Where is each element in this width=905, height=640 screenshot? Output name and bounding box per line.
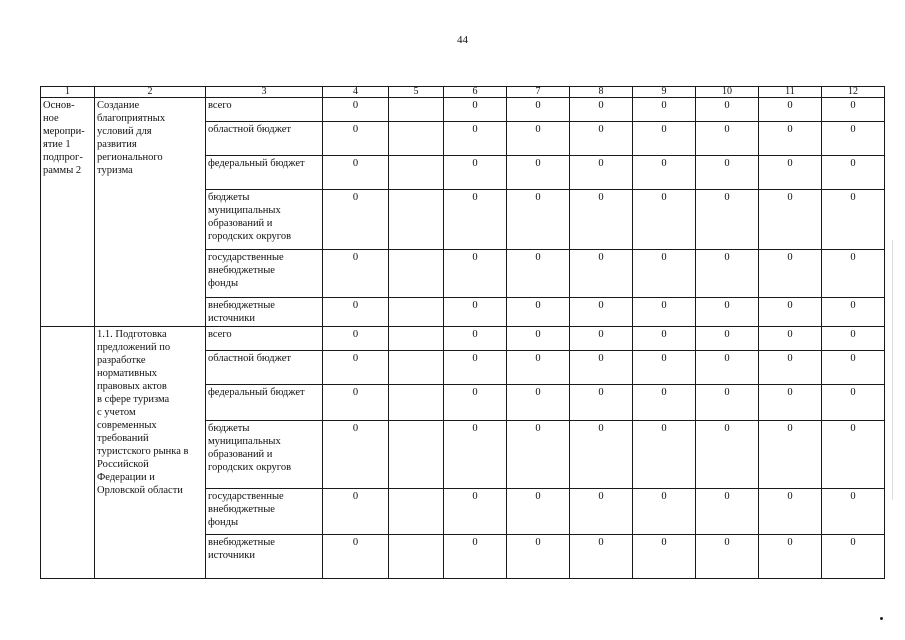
value-cell-col-8: 0	[570, 156, 633, 190]
value-cell-col-4: 0	[323, 190, 389, 250]
value-cell-col-9: 0	[633, 535, 696, 579]
value-cell-col-10: 0	[696, 489, 759, 535]
funding-source: всего	[206, 98, 323, 122]
header-cell-2: 2	[95, 87, 206, 98]
value-cell-col-4: 0	[323, 489, 389, 535]
value-cell-col-6: 0	[444, 351, 507, 385]
funding-source: внебюджетные источники	[206, 535, 323, 579]
value-cell-col-4: 0	[323, 421, 389, 489]
value-cell-col-9: 0	[633, 156, 696, 190]
value-cell-col-11: 0	[759, 535, 822, 579]
value-cell-col-8: 0	[570, 535, 633, 579]
value-cell-col-10: 0	[696, 122, 759, 156]
value-cell-col-7: 0	[507, 535, 570, 579]
value-cell-col-4: 0	[323, 122, 389, 156]
value-cell-col-9: 0	[633, 489, 696, 535]
funding-source: внебюджетные источники	[206, 298, 323, 327]
header-cell-11: 11	[759, 87, 822, 98]
budget-table	[40, 86, 885, 579]
value-cell-col-10: 0	[696, 421, 759, 489]
value-cell-col-11: 0	[759, 489, 822, 535]
value-cell-col-7: 0	[507, 298, 570, 327]
value-cell-col-10: 0	[696, 351, 759, 385]
funding-source: бюджеты муниципальных образований и городских округов	[206, 190, 323, 250]
value-cell-col-11: 0	[759, 298, 822, 327]
value-cell-col-8: 0	[570, 250, 633, 298]
value-cell-col-5	[389, 298, 444, 327]
funding-source: всего	[206, 327, 323, 351]
value-cell-col-8: 0	[570, 190, 633, 250]
value-cell-col-8: 0	[570, 98, 633, 122]
value-cell-col-5	[389, 122, 444, 156]
value-cell-col-12: 0	[822, 98, 885, 122]
value-cell-col-12: 0	[822, 385, 885, 421]
value-cell-col-5	[389, 351, 444, 385]
funding-source: бюджеты муниципальных образований и городских округов	[206, 421, 323, 489]
value-cell-col-8: 0	[570, 327, 633, 351]
header-cell-4: 4	[323, 87, 389, 98]
speck	[880, 617, 883, 620]
value-cell-col-12: 0	[822, 351, 885, 385]
value-cell-col-6: 0	[444, 122, 507, 156]
value-cell-col-12: 0	[822, 122, 885, 156]
header-cell-6: 6	[444, 87, 507, 98]
value-cell-col-11: 0	[759, 385, 822, 421]
value-cell-col-12: 0	[822, 421, 885, 489]
value-cell-col-6: 0	[444, 421, 507, 489]
value-cell-col-6: 0	[444, 156, 507, 190]
value-cell-col-8: 0	[570, 489, 633, 535]
value-cell-col-10: 0	[696, 250, 759, 298]
value-cell-col-5	[389, 98, 444, 122]
value-cell-col-10: 0	[696, 385, 759, 421]
value-cell-col-6: 0	[444, 385, 507, 421]
value-cell-col-6: 0	[444, 250, 507, 298]
value-cell-col-7: 0	[507, 421, 570, 489]
value-cell-col-12: 0	[822, 535, 885, 579]
value-cell-col-4: 0	[323, 535, 389, 579]
table-row	[41, 98, 885, 122]
value-cell-col-6: 0	[444, 298, 507, 327]
value-cell-col-8: 0	[570, 351, 633, 385]
value-cell-col-7: 0	[507, 98, 570, 122]
value-cell-col-10: 0	[696, 190, 759, 250]
group1-event-name: Создание благоприятных условий для развития регионального туризма	[95, 98, 206, 327]
value-cell-col-12: 0	[822, 156, 885, 190]
value-cell-col-11: 0	[759, 190, 822, 250]
value-cell-col-7: 0	[507, 489, 570, 535]
funding-source: государственные внебюджетные фонды	[206, 250, 323, 298]
value-cell-col-5	[389, 385, 444, 421]
value-cell-col-10: 0	[696, 156, 759, 190]
value-cell-col-4: 0	[323, 156, 389, 190]
group2-event-code	[41, 327, 95, 579]
page-number: 44	[457, 34, 468, 46]
value-cell-col-12: 0	[822, 489, 885, 535]
value-cell-col-7: 0	[507, 156, 570, 190]
value-cell-col-10: 0	[696, 327, 759, 351]
value-cell-col-10: 0	[696, 298, 759, 327]
table-row	[41, 327, 885, 351]
value-cell-col-6: 0	[444, 489, 507, 535]
value-cell-col-5	[389, 156, 444, 190]
value-cell-col-11: 0	[759, 250, 822, 298]
value-cell-col-5	[389, 250, 444, 298]
group2-event-name: 1.1. Подготовка предложений по разработке нормативных правовых актов в сфере туризма с учетом современных требований туристского рынка в Российской Федерации и Орловской области	[95, 327, 206, 579]
value-cell-col-9: 0	[633, 327, 696, 351]
header-row	[41, 87, 885, 98]
value-cell-col-9: 0	[633, 298, 696, 327]
value-cell-col-9: 0	[633, 351, 696, 385]
value-cell-col-11: 0	[759, 351, 822, 385]
value-cell-col-11: 0	[759, 98, 822, 122]
value-cell-col-8: 0	[570, 298, 633, 327]
value-cell-col-6: 0	[444, 535, 507, 579]
value-cell-col-12: 0	[822, 190, 885, 250]
value-cell-col-11: 0	[759, 156, 822, 190]
header-cell-1: 1	[41, 87, 95, 98]
value-cell-col-12: 0	[822, 327, 885, 351]
value-cell-col-6: 0	[444, 327, 507, 351]
value-cell-col-8: 0	[570, 421, 633, 489]
value-cell-col-11: 0	[759, 327, 822, 351]
funding-source: областной бюджет	[206, 122, 323, 156]
funding-source: государственные внебюджетные фонды	[206, 489, 323, 535]
value-cell-col-5	[389, 489, 444, 535]
value-cell-col-7: 0	[507, 385, 570, 421]
funding-source: федеральный бюджет	[206, 156, 323, 190]
value-cell-col-7: 0	[507, 190, 570, 250]
value-cell-col-9: 0	[633, 98, 696, 122]
value-cell-col-6: 0	[444, 98, 507, 122]
value-cell-col-4: 0	[323, 385, 389, 421]
value-cell-col-11: 0	[759, 122, 822, 156]
header-cell-10: 10	[696, 87, 759, 98]
value-cell-col-4: 0	[323, 250, 389, 298]
group1-event-code: Основ- ное меропри- ятие 1 подпрог- раммы 2	[41, 98, 95, 327]
header-cell-9: 9	[633, 87, 696, 98]
value-cell-col-12: 0	[822, 298, 885, 327]
value-cell-col-4: 0	[323, 351, 389, 385]
value-cell-col-6: 0	[444, 190, 507, 250]
value-cell-col-4: 0	[323, 327, 389, 351]
value-cell-col-5	[389, 327, 444, 351]
value-cell-col-7: 0	[507, 327, 570, 351]
value-cell-col-5	[389, 421, 444, 489]
value-cell-col-7: 0	[507, 122, 570, 156]
header-cell-7: 7	[507, 87, 570, 98]
value-cell-col-10: 0	[696, 98, 759, 122]
header-cell-8: 8	[570, 87, 633, 98]
scan-artifact	[892, 240, 893, 500]
value-cell-col-8: 0	[570, 385, 633, 421]
header-cell-12: 12	[822, 87, 885, 98]
value-cell-col-5	[389, 535, 444, 579]
value-cell-col-8: 0	[570, 122, 633, 156]
value-cell-col-9: 0	[633, 250, 696, 298]
funding-source: федеральный бюджет	[206, 385, 323, 421]
value-cell-col-10: 0	[696, 535, 759, 579]
value-cell-col-4: 0	[323, 298, 389, 327]
value-cell-col-9: 0	[633, 122, 696, 156]
value-cell-col-9: 0	[633, 190, 696, 250]
value-cell-col-7: 0	[507, 250, 570, 298]
value-cell-col-9: 0	[633, 421, 696, 489]
funding-source: областной бюджет	[206, 351, 323, 385]
value-cell-col-4: 0	[323, 98, 389, 122]
header-cell-5: 5	[389, 87, 444, 98]
value-cell-col-11: 0	[759, 421, 822, 489]
value-cell-col-7: 0	[507, 351, 570, 385]
header-cell-3: 3	[206, 87, 323, 98]
value-cell-col-9: 0	[633, 385, 696, 421]
value-cell-col-5	[389, 190, 444, 250]
value-cell-col-12: 0	[822, 250, 885, 298]
